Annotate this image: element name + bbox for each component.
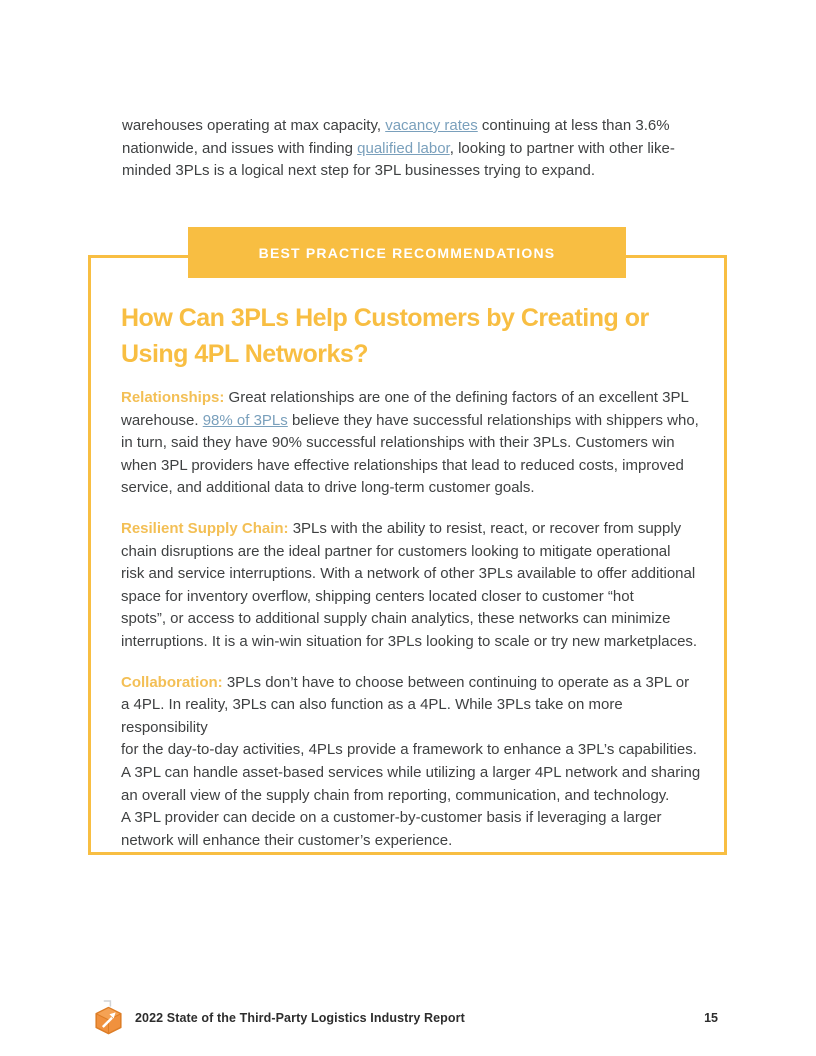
box-arrow-logo (92, 1000, 125, 1036)
callout-paragraph-resilient-supply-chain (121, 518, 704, 654)
text-segment: risk and service interruptions. With a network of other 3PLs available to offer additional (121, 565, 696, 583)
banner-label: BEST PRACTICE RECOMMENDATIONS (258, 244, 556, 261)
text-segment: warehouse. (121, 411, 203, 429)
callout-heading: How Can 3PLs Help Customers by Creating or Using 4PL Networks? (121, 304, 649, 368)
text-segment: chain disruptions are the ideal partner for customers looking to mitigate operational (121, 542, 671, 560)
text-segment: spots”, or access to additional supply chain analytics, these networks can minimize (121, 610, 671, 628)
footer-page-number: 15 (704, 1011, 718, 1025)
text-segment: warehouses operating at max capacity, (122, 117, 386, 134)
callout-paragraph-collaboration (121, 672, 704, 853)
inline-link[interactable]: qualified labor (357, 139, 450, 157)
text-segment: nationwide, and issues with finding (122, 139, 358, 157)
paragraph-body (121, 674, 700, 849)
paragraph-lead: Resilient Supply Chain: (121, 519, 289, 537)
text-segment: 3PLs don’t have to choose between continuing to operate as a 3PL or (222, 673, 690, 691)
text-segment: when 3PL providers have effective relationships that lead to reduced costs, improved (121, 456, 684, 474)
text-segment: interruptions. It is a win-win situation for 3PLs looking to scale or try new marketplaces. (121, 632, 698, 650)
text-segment: minded 3PLs is a logical next step for 3PL businesses trying to expand. (122, 162, 596, 180)
text-segment: for the day-to-day activities, 4PLs provide a framework to enhance a 3PL’s capabilities. (121, 741, 697, 759)
inline-link[interactable]: vacancy rates (385, 117, 478, 134)
logo-ghost-mark (104, 1001, 111, 1007)
text-segment: in turn, said they have 90% successful relationships with their 3PLs. Customers win (121, 434, 675, 452)
page-footer (92, 1000, 718, 1036)
text-segment: network will enhance their customer’s experience. (121, 831, 453, 849)
inline-link[interactable]: 98% of 3PLs (202, 411, 288, 429)
text-segment: A 3PL provider can decide on a customer-by-customer basis if leveraging a larger (121, 809, 662, 827)
text-segment: A 3PL can handle asset-based services while utilizing a larger 4PL network and sharing (121, 763, 701, 781)
text-segment: 3PLs with the ability to resist, react, or recover from supply (288, 519, 682, 537)
intro-paragraph (122, 115, 722, 183)
text-segment: a 4PL. In reality, 3PLs can also function as a 4PL. While 3PLs take on more responsibility (121, 696, 623, 736)
callout-paragraph-relationships (121, 387, 704, 500)
paragraph-body (121, 520, 697, 650)
text-segment: an overall view of the supply chain from reporting, communication, and technology. (121, 786, 670, 804)
best-practice-banner (188, 227, 626, 278)
footer-report-title: 2022 State of the Third-Party Logistics Industry Report (135, 1011, 465, 1025)
paragraph-lead: Collaboration: (121, 673, 223, 691)
paragraph-lead: Relationships: (121, 389, 225, 406)
text-segment: believe they have successful relationships with shippers who, (287, 411, 699, 429)
text-segment: continuing at less than 3.6% (477, 117, 670, 134)
text-segment: space for inventory overflow, shipping centers located closer to customer “hot (121, 587, 634, 605)
text-segment: , looking to partner with other like- (449, 139, 675, 157)
text-segment: Great relationships are one of the defining factors of an excellent 3PL (224, 389, 689, 406)
callout-box (88, 255, 727, 855)
text-segment: service, and additional data to drive long-term customer goals. (121, 479, 535, 497)
